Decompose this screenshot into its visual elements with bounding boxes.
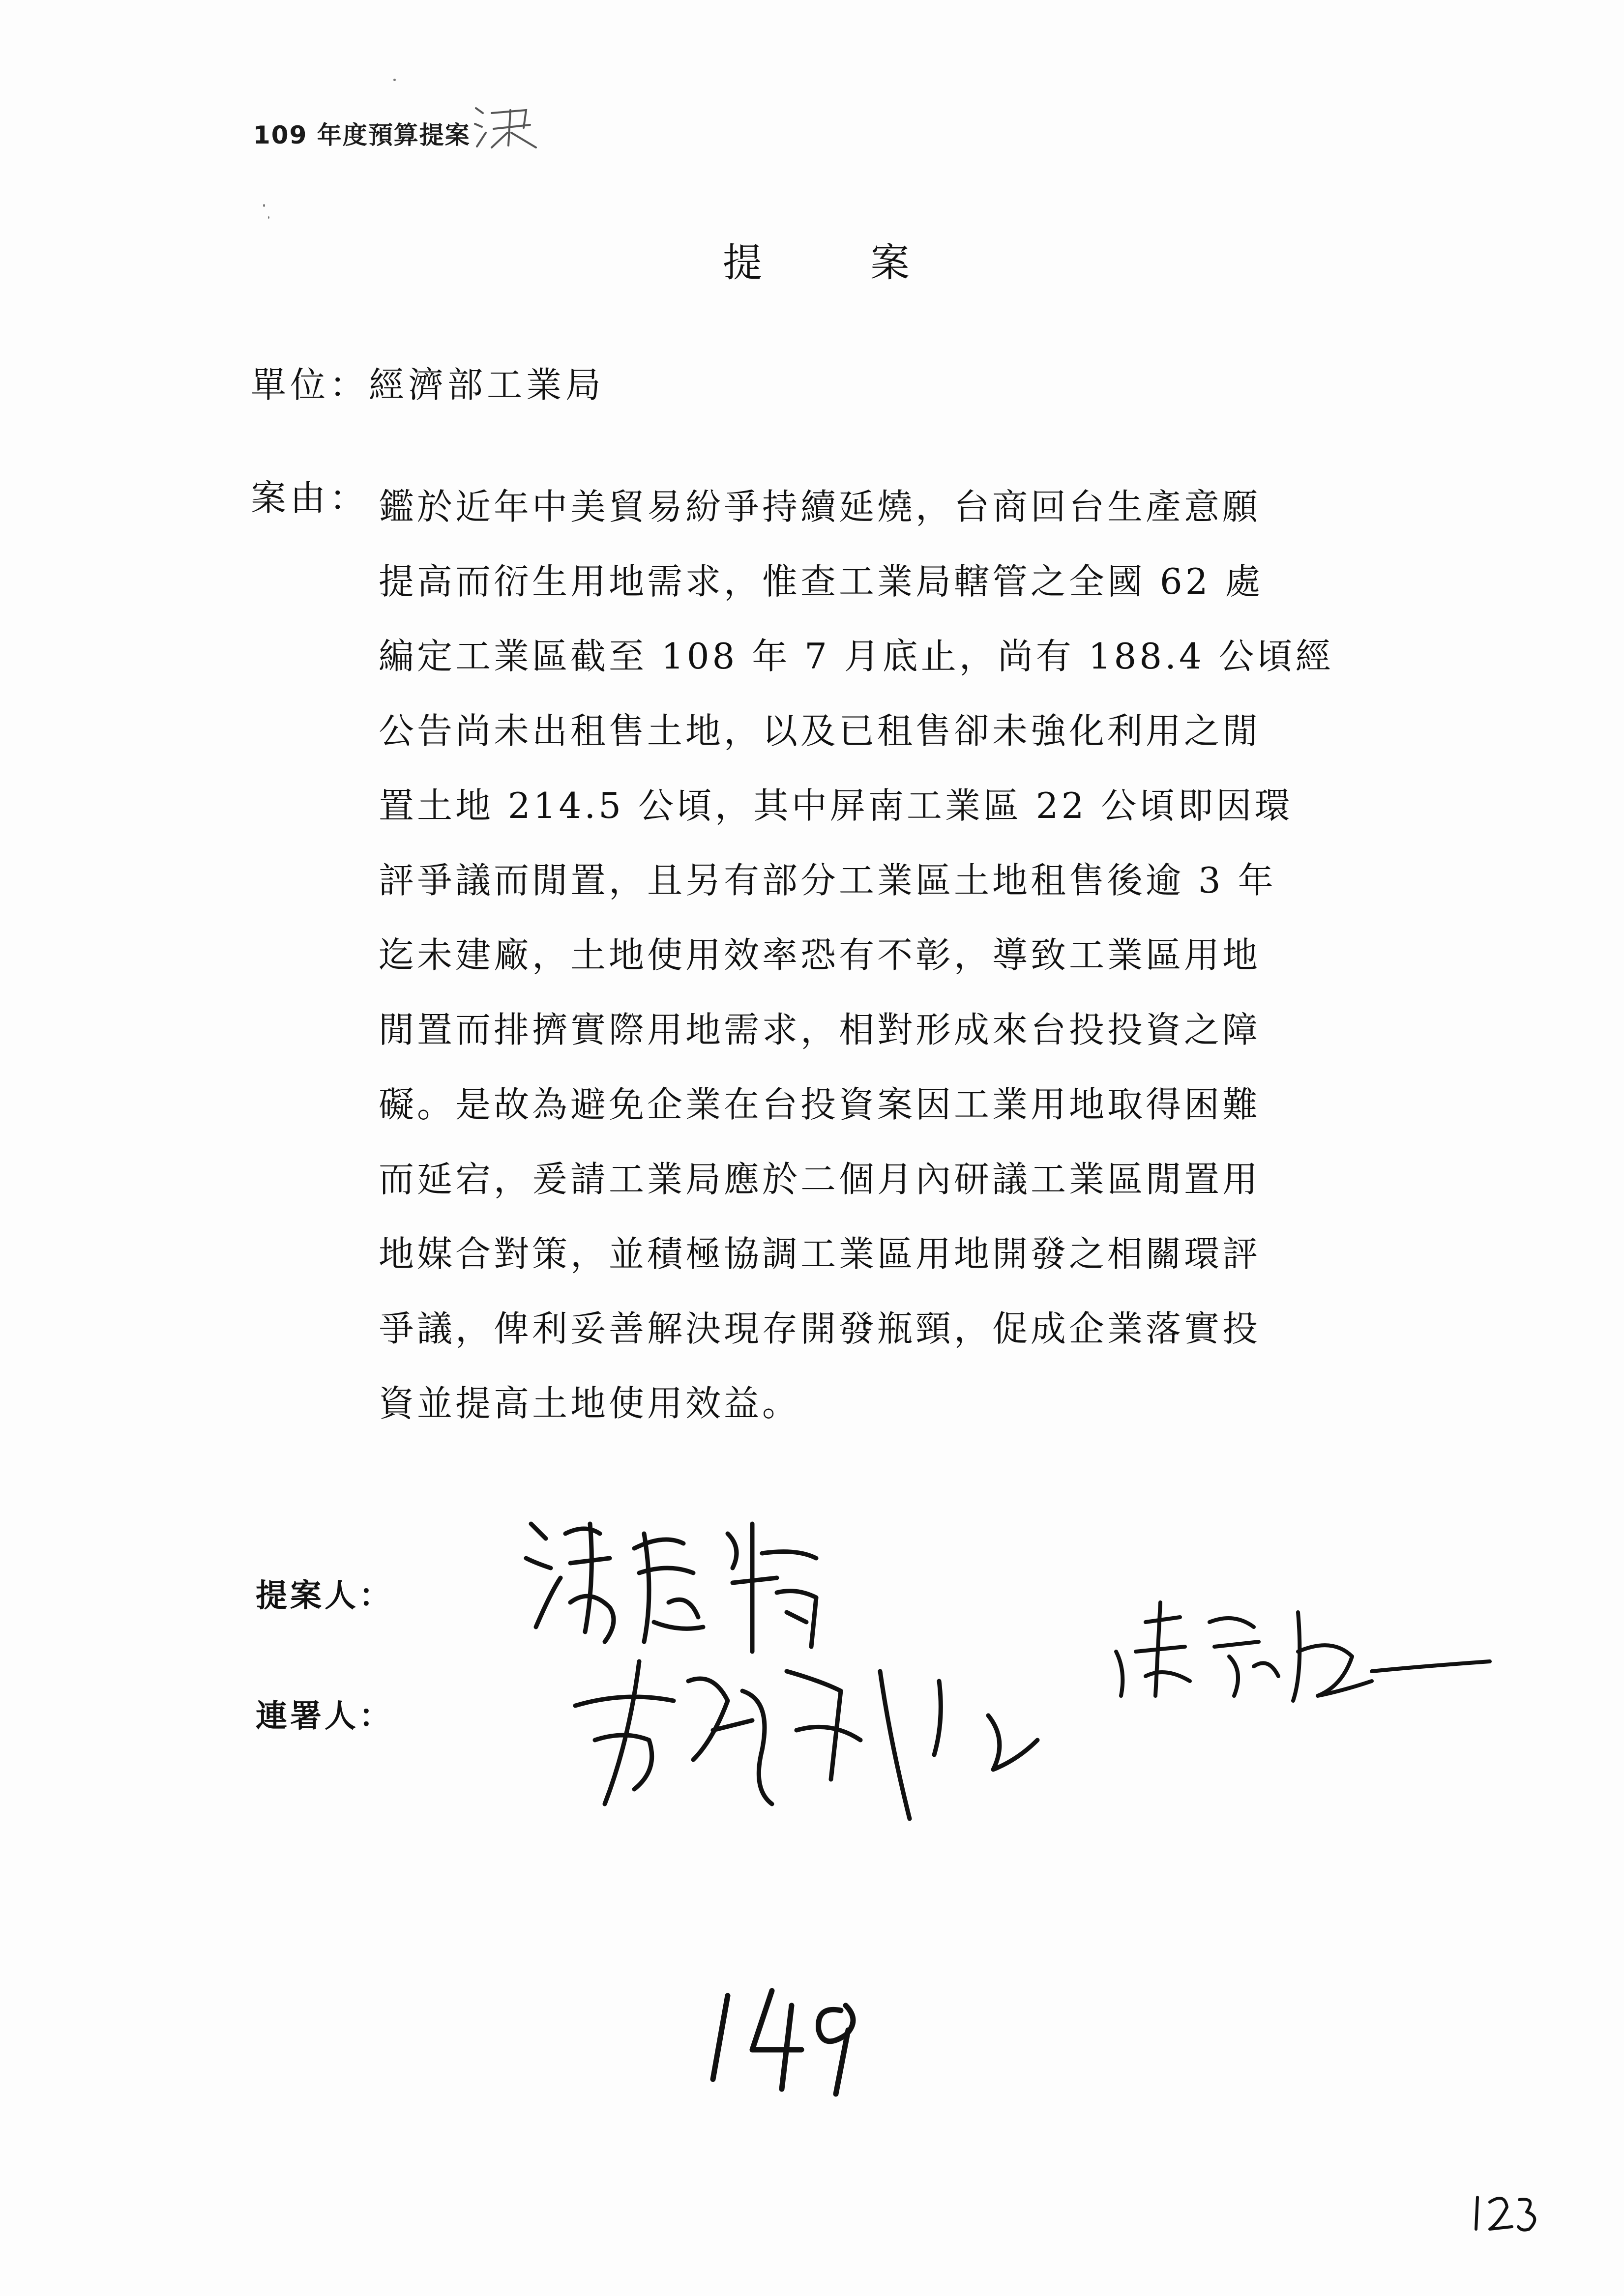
handwritten-mark-icon — [472, 98, 541, 152]
reason-line: 礙。是故為避免企業在台投資案因工業用地取得困難 — [379, 1084, 1261, 1125]
reason-body — [379, 469, 1391, 1441]
reason-label: 案由： — [251, 477, 369, 519]
reason-line: 編定工業區截至 108 年 7 月底止，尚有 188.4 公頃經 — [379, 636, 1334, 677]
handwritten-page-number — [698, 1976, 875, 2104]
document-title: 提案 — [723, 240, 1018, 286]
reason-line: 地媒合對策，並積極協調工業區用地開發之相關環評 — [379, 1233, 1261, 1275]
reason-line: 評爭議而閒置，且另有部分工業區土地租售後逾 3 年 — [379, 860, 1276, 901]
proposer-label: 提案人： — [256, 1578, 393, 1614]
scan-speck — [263, 204, 265, 207]
budget-header: 109 年度預算提案 — [253, 121, 471, 149]
reason-line: 迄未建廠，土地使用效率恐有不彰，導致工業區用地 — [379, 934, 1261, 976]
scan-speck — [268, 216, 269, 219]
unit-value: 經濟部工業局 — [369, 364, 605, 406]
reason-line: 提高而衍生用地需求，惟查工業局轄管之全國 62 處 — [379, 561, 1264, 602]
unit-label: 單位： — [251, 364, 369, 406]
reason-line: 公告尚未出租售土地，以及已租售卻未強化利用之閒 — [379, 710, 1261, 752]
reason-line: 閒置而排擠實際用地需求，相對形成來台投投資之障 — [379, 1009, 1261, 1050]
reason-line: 鑑於近年中美貿易紛爭持續延燒，台商回台生產意願 — [379, 486, 1261, 527]
reason-line: 資並提高土地使用效益。 — [379, 1383, 801, 1424]
reason-line: 置土地 214.5 公頃，其中屏南工業區 22 公頃即因環 — [379, 785, 1293, 826]
reason-line: 而延宕，爰請工業局應於二個月內研議工業區閒置用 — [379, 1159, 1261, 1200]
reason-line: 爭議，俾利妥善解決現存開發瓶頸，促成企業落實投 — [379, 1308, 1261, 1349]
cosigner-signature — [1106, 1593, 1500, 1711]
corner-handwritten-number — [1470, 2187, 1544, 2237]
scan-speck — [393, 79, 396, 81]
cosigner-signature — [565, 1642, 1057, 1848]
cosigner-label: 連署人： — [256, 1698, 393, 1735]
unit-row — [251, 356, 605, 407]
